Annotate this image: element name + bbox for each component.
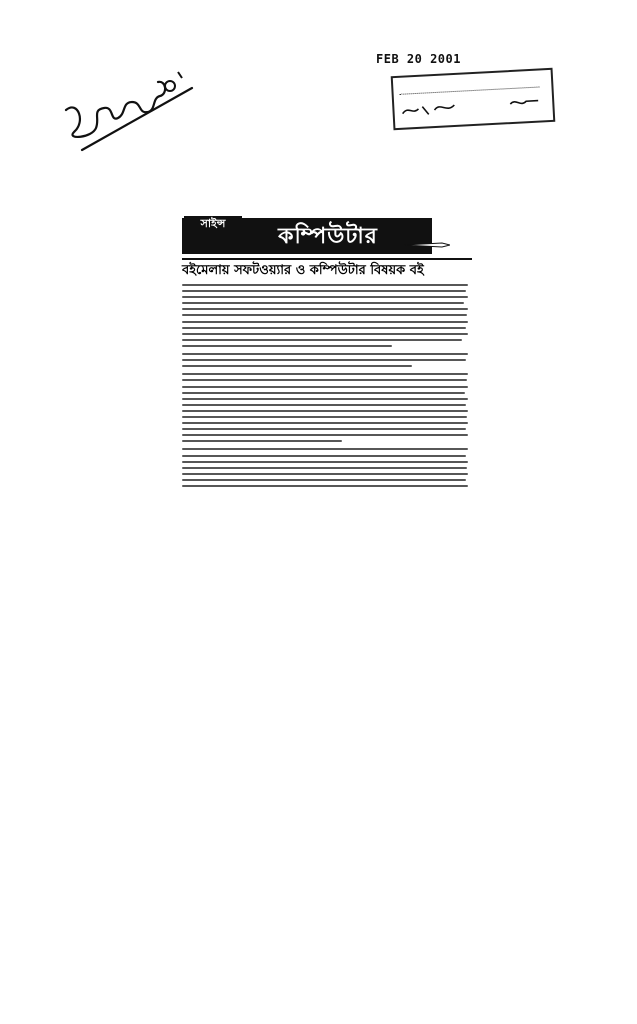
stamp-date: FEB 20 2001	[376, 52, 461, 66]
stamp-handwritten-value	[508, 94, 543, 110]
article-body	[182, 284, 470, 532]
text-line	[182, 314, 467, 316]
text-line	[182, 467, 467, 469]
text-line	[182, 345, 392, 347]
stamp-line-2	[400, 96, 547, 118]
text-line	[182, 398, 468, 400]
text-line	[182, 373, 468, 375]
text-line	[182, 386, 468, 388]
text-line	[182, 416, 467, 418]
text-line	[182, 404, 466, 406]
stamp-line-1	[399, 75, 539, 95]
text-line	[182, 339, 462, 341]
received-stamp	[391, 68, 556, 130]
text-line	[182, 353, 468, 355]
masthead-title: কম্পিউটার	[278, 223, 378, 249]
text-line	[182, 284, 468, 286]
text-line	[182, 365, 412, 367]
text-line	[182, 479, 466, 481]
text-line	[182, 410, 468, 412]
text-line	[182, 379, 467, 381]
text-line	[182, 434, 468, 436]
article-headline: বইমেলায় সফটওয়্যার ও কম্পিউটার বিষয়ক বই	[182, 258, 472, 280]
text-line	[182, 321, 468, 323]
pen-icon	[404, 240, 450, 250]
stamp-handwritten-number	[400, 101, 461, 118]
text-line	[182, 428, 466, 430]
text-line	[182, 333, 468, 335]
text-line	[182, 422, 468, 424]
text-line	[182, 392, 465, 394]
text-line	[182, 290, 466, 292]
text-line	[182, 461, 468, 463]
text-line	[182, 327, 466, 329]
text-line	[182, 485, 468, 487]
text-line	[182, 359, 466, 361]
text-line	[182, 302, 464, 304]
text-line	[182, 455, 466, 457]
newspaper-clipping	[182, 196, 472, 536]
text-line	[182, 473, 468, 475]
masthead-section-label: সাইন্স	[184, 216, 242, 232]
handwritten-mark	[52, 52, 202, 162]
column-masthead	[182, 200, 442, 258]
text-line	[182, 308, 468, 310]
text-line	[182, 440, 342, 442]
text-line	[182, 448, 468, 450]
text-line	[182, 296, 468, 298]
